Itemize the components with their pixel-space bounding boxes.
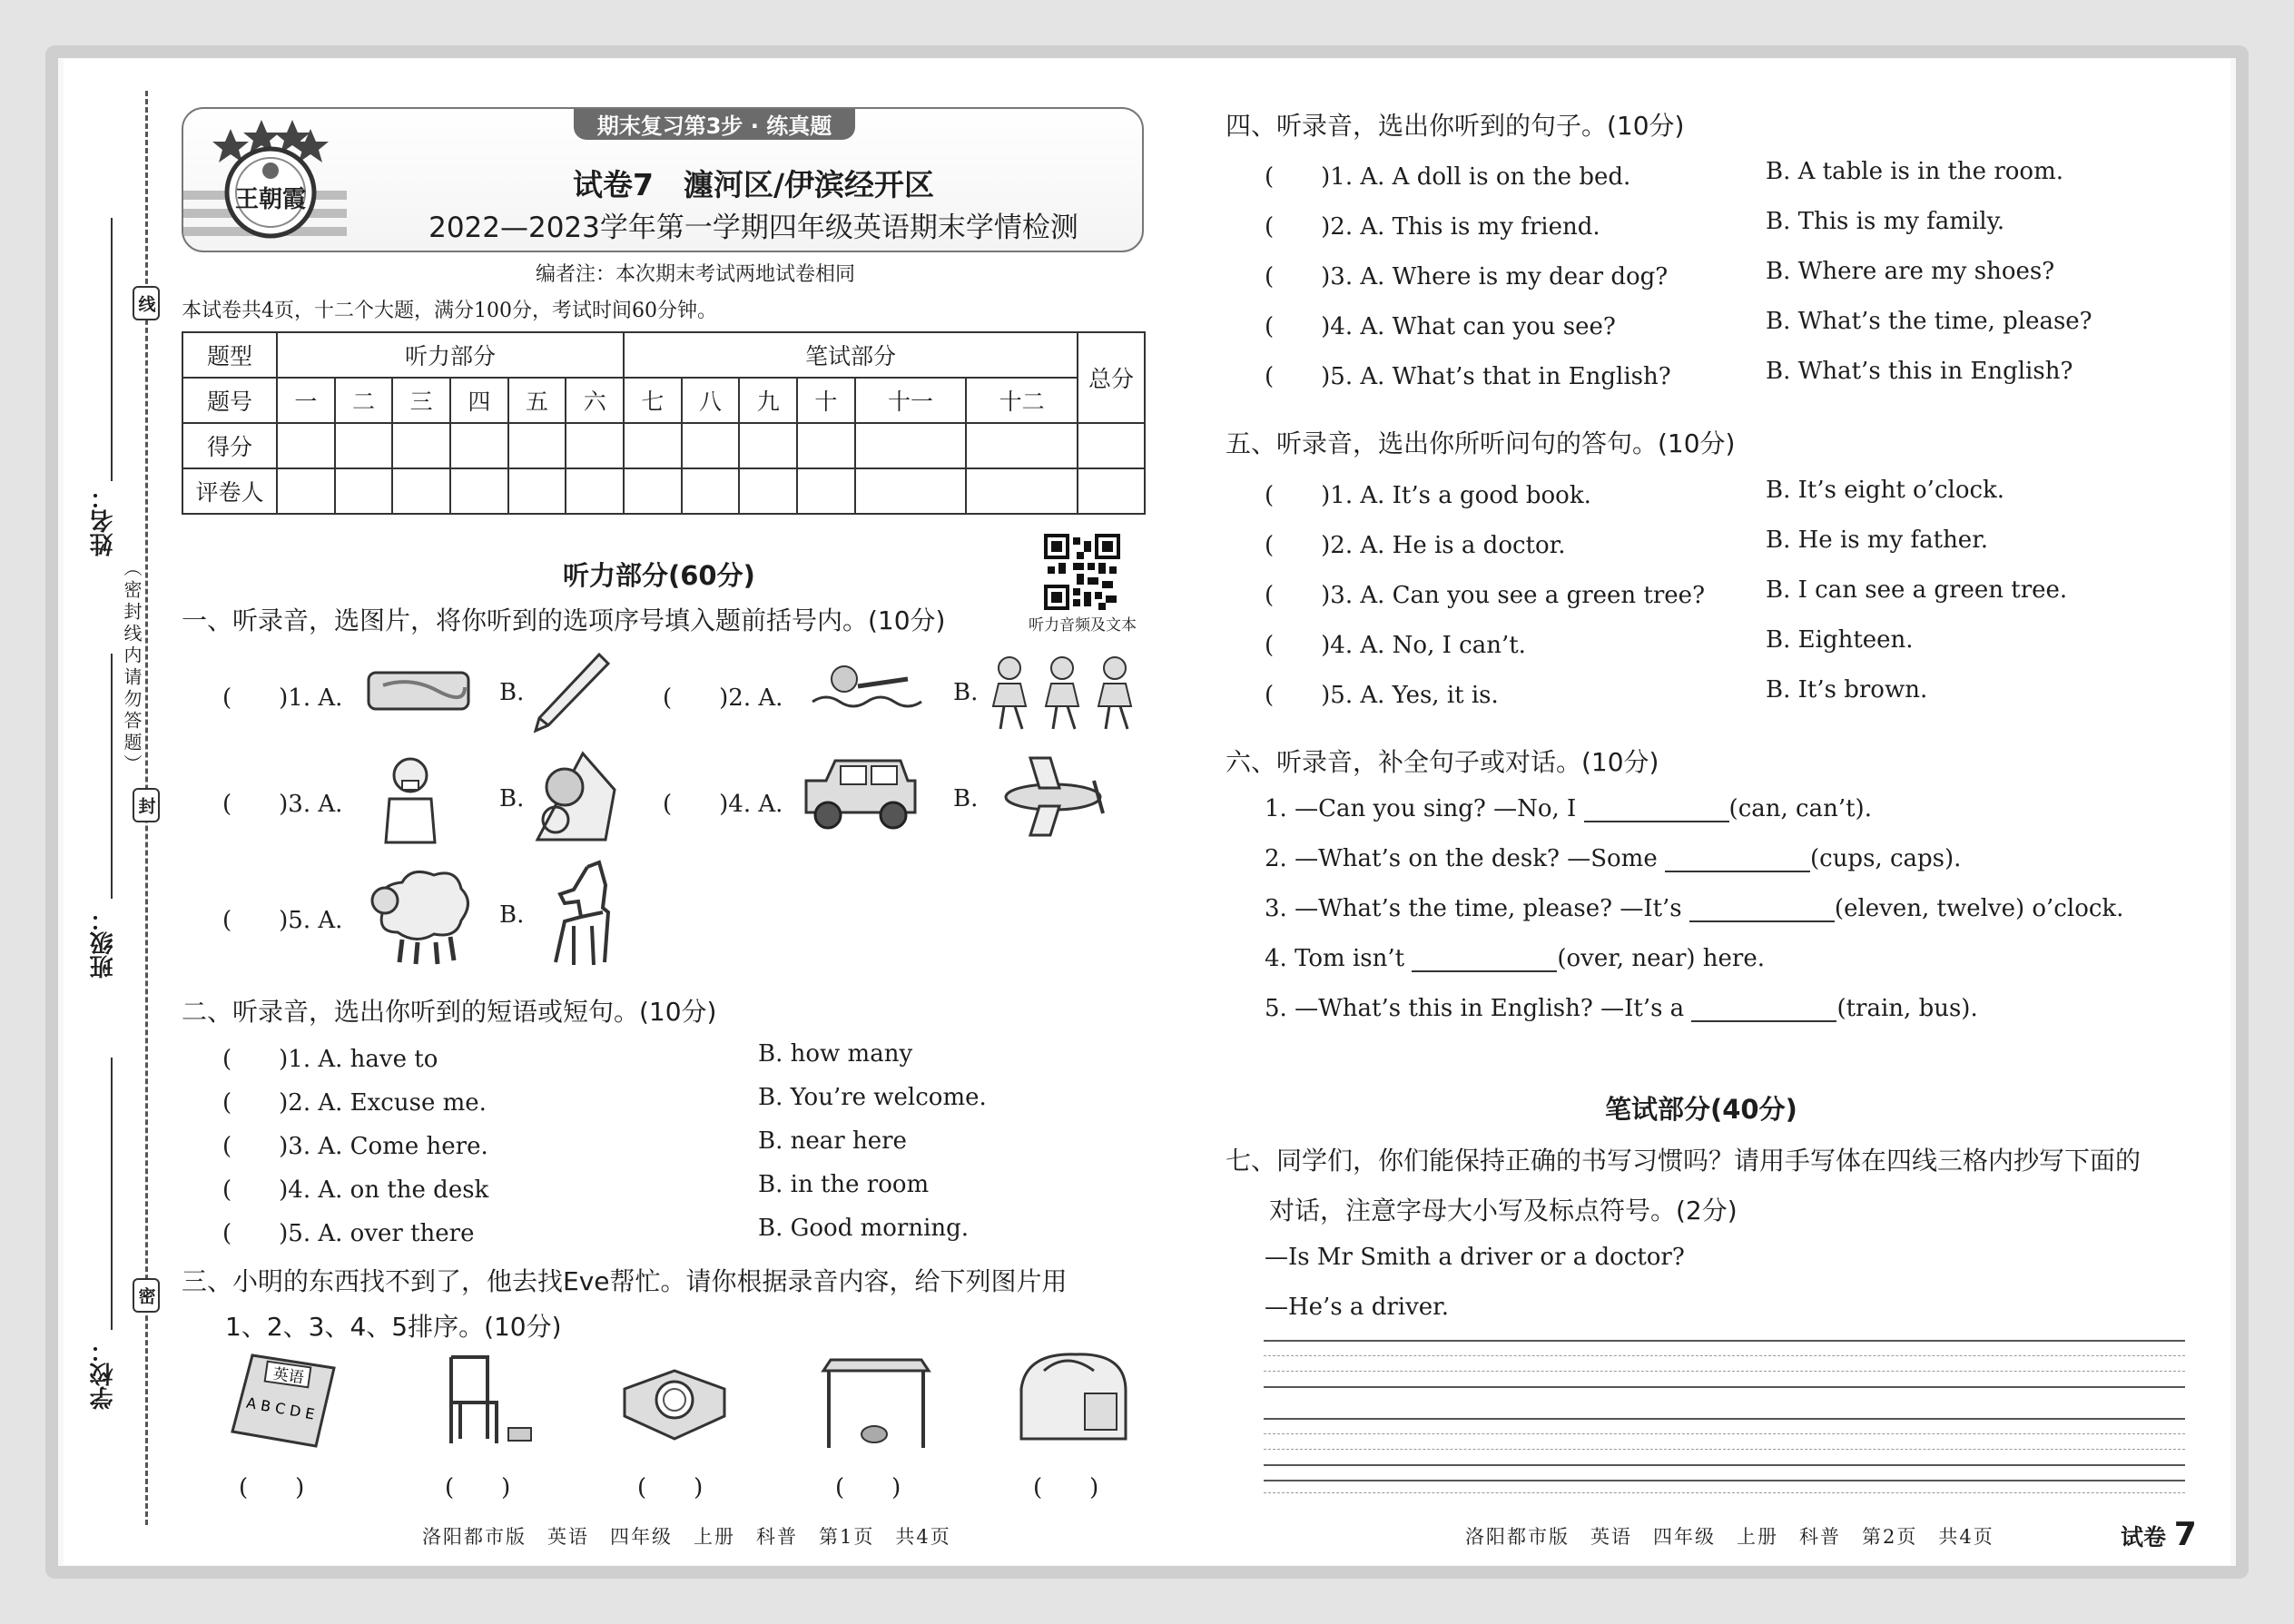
s7-dialog-line2: —He’s a driver. — [1265, 1294, 1449, 1321]
editor-note: 编者注：本次期末考试两地试卷相同 — [536, 263, 856, 286]
score-table: 题型 听力部分 笔试部分 总分 题号 一 二 三 四 五 六 七 八 九 十 十一 十二 得分 评卷人 — [182, 331, 1146, 515]
s3-bracket-5[interactable]: ( ) — [1033, 1474, 1099, 1501]
s6-q5: 5. —What’s this in English? —It’s a (train, bus). — [1265, 995, 1978, 1022]
seal-note: （密封线内请勿答题） — [121, 558, 143, 776]
s1-q1-b: B. — [499, 679, 525, 706]
s4-q3-b: B. Where are my shoes? — [1766, 258, 2055, 285]
s6-q2-blank[interactable] — [1665, 851, 1810, 872]
horse-image — [537, 858, 619, 971]
qr-caption: 听力音频及文本 — [1029, 616, 1137, 635]
svg-text:英语: 英语 — [271, 1364, 305, 1388]
s7-dialog-line1: —Is Mr Smith a driver or a doctor? — [1265, 1244, 1685, 1271]
school-label: 学校： — [90, 1339, 117, 1410]
s5-q1-a: ( )1. A. It’s a good book. — [1265, 482, 1591, 509]
s1-q3-b: B. — [499, 785, 525, 812]
s2-q2-b: B. You’re welcome. — [758, 1084, 987, 1111]
listening-part-title: 听力部分(60分) — [563, 560, 755, 591]
s1-q2-b: B. — [953, 679, 979, 706]
s2-q3-b: B. near here — [758, 1127, 907, 1155]
s4-q4-b: B. What’s the time, please? — [1766, 308, 2092, 335]
seal-mark-mi: 密 — [133, 1278, 160, 1313]
qr-code-icon[interactable] — [1044, 534, 1120, 610]
english-book-image — [225, 1348, 343, 1452]
s5-q5-b: B. It’s brown. — [1766, 676, 1928, 704]
s2-q2-a: ( )2. A. Excuse me. — [222, 1089, 487, 1117]
s4-q1-a: ( )1. A. A doll is on the bed. — [1265, 163, 1631, 191]
section-2-title: 二、听录音，选出你听到的短语或短句。(10分) — [182, 997, 717, 1027]
s5-q3-b: B. I can see a green tree. — [1766, 576, 2068, 604]
s6-q1: 1. —Can you sing? —No, I (can, can’t). — [1265, 795, 1872, 822]
swimming-image — [808, 661, 930, 715]
exam-intro: 本试卷共4页，十二个大题，满分100分，考试时间60分钟。 — [182, 300, 717, 322]
review-step-tag: 期末复习第3步 · 练真题 — [574, 107, 855, 140]
exam-subtitle: 2022—2023学年第一学期四年级英语期末学情检测 — [428, 212, 1078, 244]
footer-right: 洛阳都市版 英语 四年级 上册 科普 第2页 共4页 — [1465, 1526, 1994, 1548]
s4-q5-a: ( )5. A. What’s that in English? — [1265, 363, 1671, 390]
s2-q4-b: B. in the room — [758, 1171, 930, 1198]
s5-q2-a: ( )2. A. He is a doctor. — [1265, 532, 1566, 559]
doctor-image — [377, 753, 445, 844]
sheep-image — [361, 862, 475, 967]
s2-q4-a: ( )4. A. on the desk — [222, 1176, 489, 1204]
svg-text:A B C D E: A B C D E — [244, 1393, 316, 1423]
s2-q3-a: ( )3. A. Come here. — [222, 1133, 488, 1160]
s5-q1-b: B. It’s eight o’clock. — [1766, 477, 2005, 504]
class-label: 班级： — [90, 908, 117, 979]
s5-q4-b: B. Eighteen. — [1766, 626, 1914, 654]
section-5-title: 五、听录音，选出你所听问句的答句。(10分) — [1226, 428, 1736, 458]
chair-image — [431, 1348, 540, 1452]
s1-q4-a: ( )4. A. — [663, 791, 783, 818]
publisher-logo — [207, 116, 334, 243]
s1-q4-b: B. — [953, 785, 979, 812]
s4-q4-a: ( )4. A. What can you see? — [1265, 313, 1616, 340]
class-field[interactable] — [111, 654, 113, 899]
s3-bracket-3[interactable]: ( ) — [637, 1474, 704, 1501]
school-field[interactable] — [111, 1058, 113, 1330]
s2-q5-b: B. Good morning. — [758, 1215, 970, 1242]
s2-q1-a: ( )1. A. have to — [222, 1046, 438, 1073]
s6-q2: 2. —What’s on the desk? —Some (cups, caps). — [1265, 845, 1962, 872]
exam-header — [182, 107, 1144, 252]
svg-text:王朝霞: 王朝霞 — [234, 186, 307, 213]
section-3-title-line2: 1、2、3、4、5排序。(10分) — [225, 1312, 562, 1342]
pencil-image — [528, 649, 610, 735]
driver-image — [528, 749, 619, 844]
s1-q2-a: ( )2. A. — [663, 684, 783, 712]
exam-title: 试卷7 瀍河区/伊滨经开区 — [572, 167, 934, 202]
footer-left: 洛阳都市版 英语 四年级 上册 科普 第1页 共4页 — [422, 1526, 951, 1548]
pencil-case-image — [365, 665, 474, 715]
section-1-title: 一、听录音，选图片，将你听到的选项序号填入题前括号内。(10分) — [182, 605, 946, 635]
s2-q1-b: B. how many — [758, 1040, 913, 1068]
s5-q3-a: ( )3. A. Can you see a green tree? — [1265, 582, 1706, 609]
name-label: 姓名： — [90, 486, 117, 556]
section-6-title: 六、听录音，补全句子或对话。(10分) — [1226, 747, 1659, 777]
writing-part-title: 笔试部分(40分) — [1605, 1094, 1797, 1125]
s2-q5-a: ( )5. A. over there — [222, 1220, 475, 1247]
section-4-title: 四、听录音，选出你听到的句子。(10分) — [1226, 111, 1685, 141]
s4-q5-b: B. What’s this in English? — [1766, 358, 2073, 385]
s5-q4-a: ( )4. A. No, I can’t. — [1265, 632, 1526, 659]
s3-bracket-2[interactable]: ( ) — [445, 1474, 511, 1501]
s6-q5-blank[interactable] — [1691, 1000, 1836, 1022]
plane-image — [994, 753, 1117, 840]
schoolbag-image — [1008, 1348, 1135, 1452]
s5-q5-a: ( )5. A. Yes, it is. — [1265, 682, 1499, 709]
s3-bracket-4[interactable]: ( ) — [835, 1474, 901, 1501]
s1-q3-a: ( )3. A. — [222, 791, 343, 818]
s6-q3: 3. —What’s the time, please? —It’s (eleven, twelve) o’clock. — [1265, 895, 2124, 922]
dancing-girls-image — [982, 652, 1141, 733]
section-3-title-line1: 三、小明的东西找不到了，他去找Eve帮忙。请你根据录音内容，给下列图片用 — [182, 1266, 1068, 1296]
s5-q2-b: B. He is my father. — [1766, 527, 1989, 554]
seal-mark-feng: 封 — [133, 788, 160, 822]
writing-line[interactable] — [1264, 1340, 2185, 1342]
s1-q5-b: B. — [499, 901, 525, 929]
jeep-image — [799, 753, 921, 835]
writing-line[interactable] — [1264, 1480, 2185, 1481]
section-7-title-line1: 七、同学们，你们能保持正确的书写习惯吗？请用手写体在四线三格内抄写下面的 — [1226, 1146, 2141, 1176]
name-field[interactable] — [111, 218, 113, 481]
s6-q4: 4. Tom isn’t (over, near) here. — [1265, 945, 1766, 972]
s4-q3-a: ( )3. A. Where is my dear dog? — [1265, 263, 1669, 290]
watch-box-image — [615, 1362, 733, 1443]
s3-bracket-1[interactable]: ( ) — [239, 1474, 305, 1501]
writing-line[interactable] — [1264, 1418, 2185, 1420]
s4-q1-b: B. A table is in the room. — [1766, 158, 2063, 185]
exam-badge: 试卷 7 — [2121, 1516, 2197, 1553]
s6-q3-blank[interactable] — [1689, 901, 1835, 922]
s4-q2-a: ( )2. A. This is my friend. — [1265, 213, 1600, 241]
s1-q5-a: ( )5. A. — [222, 907, 343, 934]
s6-q1-blank[interactable] — [1584, 801, 1729, 822]
s6-q4-blank[interactable] — [1412, 950, 1557, 972]
s4-q2-b: B. This is my family. — [1766, 208, 2005, 235]
section-7-title-line2: 对话，注意字母大小写及标点符号。(2分) — [1269, 1196, 1738, 1225]
desk-image — [812, 1353, 940, 1452]
s1-q1-a: ( )1. A. — [222, 684, 343, 712]
seal-mark-xian: 线 — [133, 286, 160, 320]
